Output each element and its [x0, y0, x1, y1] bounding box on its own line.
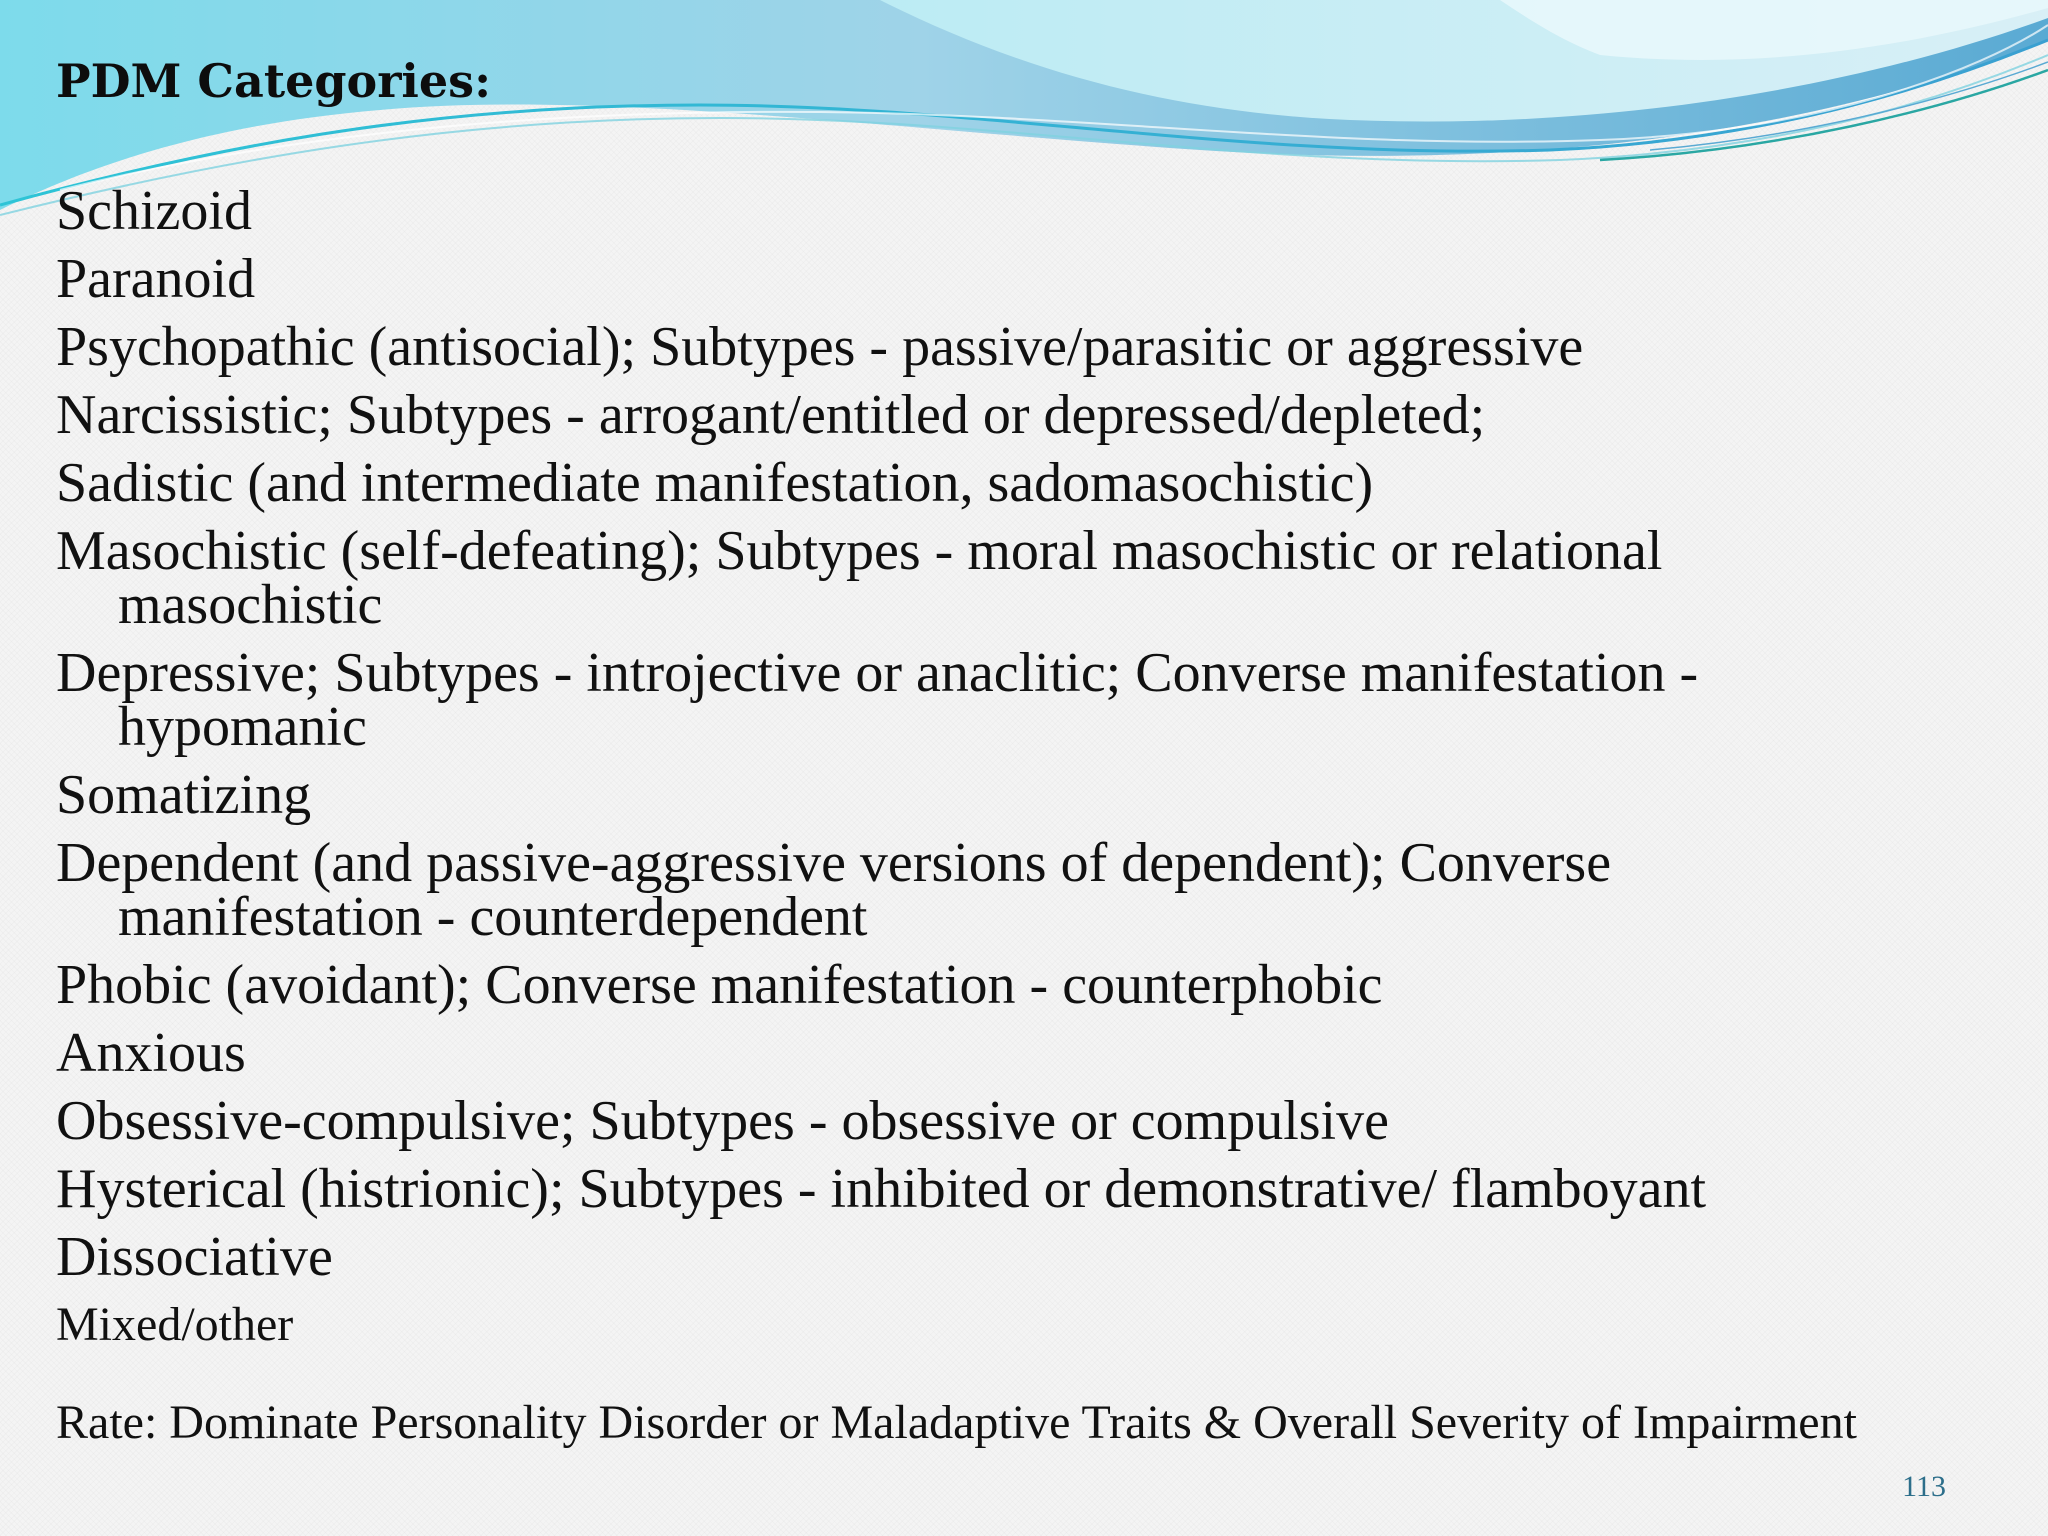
- category-item: Masochistic (self-defeating); Subtypes - moral masochistic or relational masochistic: [56, 520, 1663, 636]
- category-item: Depressive; Subtypes - introjective or anaclitic; Converse manifestation - hypomanic: [56, 642, 1699, 758]
- category-item: Psychopathic (antisocial); Subtypes - passive/parasitic or aggressive: [56, 316, 1584, 378]
- slide-title: PDM Categories:: [56, 54, 492, 108]
- category-item: Anxious: [56, 1022, 246, 1084]
- pdm-category-list: [56, 180, 1926, 1366]
- category-item: Narcissistic; Subtypes - arrogant/entitled or depressed/depleted;: [56, 384, 1486, 446]
- category-item: Phobic (avoidant); Converse manifestation - counterphobic: [56, 954, 1383, 1016]
- rating-note: Rate: Dominate Personality Disorder or Maladaptive Traits & Overall Severity of Impairment: [56, 1396, 1857, 1449]
- category-item: Hysterical (histrionic); Subtypes - inhibited or demonstrative/ flamboyant: [56, 1158, 1707, 1220]
- category-item: Dependent (and passive-aggressive versions of dependent); Converse manifestation - counterdependent: [56, 832, 1612, 948]
- category-item: Somatizing: [56, 764, 312, 826]
- slide-number: 113: [1902, 1470, 1946, 1503]
- category-item: Sadistic (and intermediate manifestation, sadomasochistic): [56, 452, 1374, 514]
- category-item: Obsessive-compulsive; Subtypes - obsessive or compulsive: [56, 1090, 1389, 1152]
- category-item: Mixed/other: [56, 1298, 294, 1351]
- category-item: Dissociative: [56, 1226, 333, 1288]
- category-item: Paranoid: [56, 248, 256, 310]
- category-item: Schizoid: [56, 180, 252, 242]
